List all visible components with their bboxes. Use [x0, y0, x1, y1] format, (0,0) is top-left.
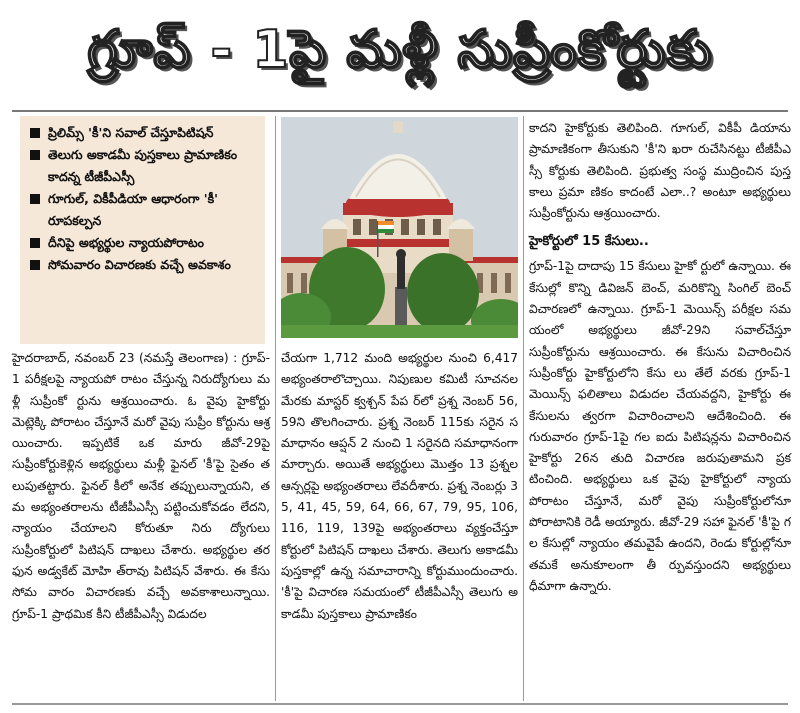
highlight-text: ప్రిలిమ్స్ 'కీ'ని సవాల్ చేస్తూపిటిషన్: [48, 125, 214, 140]
article-paragraph: హైదరాబాద్, నవంబర్ 23 (నమస్తే తెలంగాణ) : గ్రూప్-1 పరీక్షలపై న్యాయపో రాటం చేస్తున్న నిరుద్యోగులు మళ్లీ సుప్రీంకో ర్టును ఆశ్రయించారు. ఓ వైపు హైకోర్టు మెట్లెక్కి పోరాటం చేస్తూనే మరో వైపు సుప్రీం కోర్టును ఆశ్రయించారు. ఇప్పటికే ఒక మారు జీవో-29పై సుప్రీంకోర్టుకెళ్లిన అభ్యర్థులు మళ్లీ ఫైనల్ 'కీ'పై సైతం తలుపుతట్టారు. ఫైనల్ కీలో అనేక తప్పులున్నాయని, తమ అభ్యంతరాలను టీజీపీఎస్సీ పట్టించుకోవడం లేదని, న్యాయం చేయాలని కోరుతూ నిరు ద్యోగులు సుప్రీంకోర్టులో పిటిషన్ దాఖలు చేశారు. అభ్యర్థుల తరఫున అడ్వకేట్ మోహి త్‌రావు పిటిషన్ వేశారు. ఈ కేసు సోమ వారం విచారణకు వచ్చే అవకాశాలున్నాయి. గ్రూప్-1 ప్రాథమిక కీని టీజీపీఎస్సీ విడుదల: [12, 351, 270, 621]
square-bullet-icon: [30, 238, 40, 248]
highlight-item: [30, 232, 259, 254]
headline: [0, 0, 800, 112]
headline-text: గ్రూప్ - 1పై మళ్లీ సుప్రీంకోర్టుకు: [87, 19, 713, 80]
article-paragraph: గ్రూప్-1పై దాదాపు 15 కేసులు హైకో ర్టులో ఉన్నాయి. ఈ కేసుల్లో కొన్ని డివిజన్ బెంచ్, మరికొన్ని సింగిల్ బెంచ్ విచారణలో ఉన్నాయి. గ్రూప్-1 మెయిన్స్ పరీక్షల సమ యంలో అభ్యర్థులు జీవో-29ని సవాల్‌చేస్తూ సుప్రీంకోర్టును ఆశ్రయించారు. ఈ కేసును విచారించిన సుప్రీంకోర్టు హైకోర్టులోని కేసు లు తేలే వరకు గ్రూప్-1 మెయిన్స్ ఫలితాలు విడుదల చేయవద్దని, హైకోర్టు ఈ కేసులను త్వరగా విచారించాలని ఆదేశించింది. ఈ గురువారం గ్రూప్-1పై గల ఐదు పిటిషన్లను విచారించిన హైకోర్టు 26న తుది విచారణ జరుపుతామని ప్రకటించింది. అభ్యర్థులు ఒక వైపు హైకోర్టులో న్యాయపోరాటం చేస్తూనే, మరో వైపు సుప్రీంకోర్టులోనూ పోరాటానికి రెడీ అయ్యారు. జీవో-29 సహా ఫైనల్ 'కీ'పై గల కేసుల్లో న్యాయం తమవైపే ఉందని, రెండు కోర్టుల్లోనూ తమకే అనుకూలంగా తీ ర్పువస్తుందని అభ్యర్థులు ధీమాగా ఉన్నారు.: [529, 259, 791, 593]
highlight-item: [30, 254, 259, 276]
supreme-court-building-image: [281, 117, 518, 338]
square-bullet-icon: [30, 260, 40, 270]
subheading: హైకోర్టులో 15 కేసులు..: [529, 234, 649, 250]
highlight-item: [30, 144, 259, 188]
highlight-text: సోమవారం విచారణకు వచ్చే అవకాశం: [48, 257, 231, 272]
article-column-2: [281, 348, 518, 625]
column-divider: [275, 116, 276, 701]
article-column-3: [529, 118, 791, 597]
square-bullet-icon: [30, 128, 40, 138]
highlight-text: తెలుగు అకాడమీ పుస్తకాలు ప్రామాణికం కాదన్న టీజీపీఎస్సీ: [48, 147, 238, 184]
supreme-court-photo: [281, 117, 518, 338]
highlight-item: [30, 188, 259, 232]
article-paragraph: కాదని హైకోర్టుకు తెలిపింది. గూగుల్, వికీపీ డియాను ప్రామాణికంగా తీసుకుని 'కీ'ని ఖరా రుచేసినట్టు టీజీపీఎస్సీ కోర్టుకు తెలిపింది. ప్రభుత్వ సంస్థ ముద్రించిన పుస్తకాలు ప్రమా ణికం కాదంటే ఎలా..? అంటూ అభ్యర్థులు సుప్రీంకోర్టును ఆశ్రయించారు.: [529, 121, 791, 221]
article-column-1: [12, 348, 270, 625]
highlights-box: [20, 116, 265, 344]
highlight-text: దీనిపై అభ్యర్థుల న్యాయపోరాటం: [48, 235, 204, 250]
square-bullet-icon: [30, 150, 40, 160]
bottom-rule: [12, 703, 788, 705]
article-paragraph: చేయగా 1,712 మంది అభ్యర్థుల నుంచి 6,417 అభ్యంతరాలొచ్చాయి. నిపుణుల కమిటీ సూచనల మేరకు మాస్టర్ క్వశ్చన్ పేప ర్‌లో ప్రశ్న నెంబర్ 56, 59ని తొలగించారు. ప్రశ్న నెంబర్ 115కు సరైన సమాధానం ఆప్షన్ 2 నుంచి 1 సరైనది సమాధానంగా మార్చారు. అయితే అభ్యర్థులు మొత్తం 13 ప్రశ్నల ఆన్సర్లపై అభ్యంతరాలు లేవదీశారు. ప్రశ్న నెంబర్లు 35, 41, 45, 59, 64, 66, 67, 79, 95, 106, 116, 119, 139పై అభ్యంతరాలు వ్యక్తంచేస్తూ కోర్టులో పిటిషన్ దాఖలు చేశారు. తెలుగు అకాడమీ పుస్తకాల్లో ఉన్న సమాచారాన్ని కోర్టుముందుంచారు. 'కీ'పై విచారణ సమయంలో టీజీపీఎస్సీ తెలుగు అకాడమీ పుస్తకాలు ప్రామాణికం: [281, 351, 518, 621]
highlight-text: గూగుల్, వికీపీడియా ఆధారంగా 'కీ' రూపకల్పన: [48, 191, 218, 228]
column-divider: [523, 116, 524, 701]
top-rule: [12, 110, 788, 112]
highlight-item: [30, 122, 259, 144]
square-bullet-icon: [30, 194, 40, 204]
